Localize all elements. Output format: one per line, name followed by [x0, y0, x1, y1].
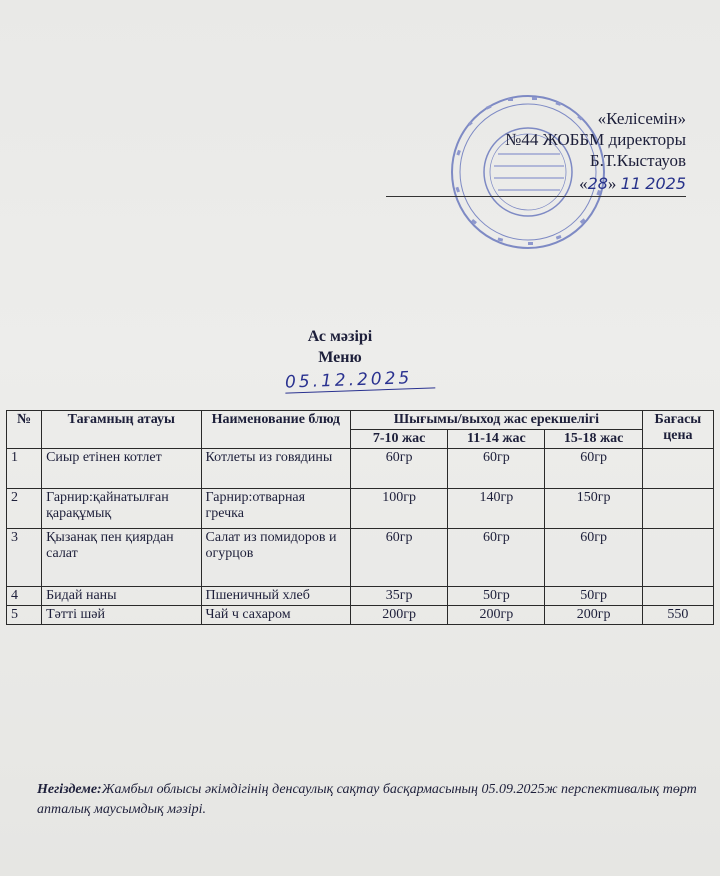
table-row	[7, 587, 714, 606]
row-output-15-18: 50гр	[545, 587, 642, 606]
basis-note	[37, 780, 707, 820]
row-output-11-14: 140гр	[448, 489, 545, 529]
approval-position: №44 ЖОББМ директоры	[505, 130, 686, 149]
row-output-15-18: 150гр	[545, 489, 642, 529]
row-output-7-10: 60гр	[350, 529, 447, 587]
row-output-7-10: 200гр	[350, 606, 447, 625]
row-no: 2	[7, 489, 42, 529]
row-output-7-10: 60гр	[350, 449, 447, 489]
row-output-15-18: 60гр	[545, 449, 642, 489]
row-price: 550	[642, 606, 713, 625]
row-output-11-14: 60гр	[448, 449, 545, 489]
menu-date: 05.12.2025	[285, 367, 436, 393]
header-output: Шығымы/выход жас ерекшелігі	[350, 411, 642, 430]
row-no: 1	[7, 449, 42, 489]
row-name-ru: Котлеты из говядины	[201, 449, 350, 489]
row-no: 3	[7, 529, 42, 587]
title-ru: Меню	[318, 349, 362, 366]
header-no: №	[7, 411, 42, 449]
row-output-7-10: 35гр	[350, 587, 447, 606]
menu-table	[6, 410, 714, 625]
row-name-kz: Гарнир:қайнатылған қарақұмық	[42, 489, 201, 529]
table-header-row	[7, 411, 714, 430]
title-kz: Ас мәзірі	[307, 328, 373, 345]
row-name-ru: Пшеничный хлеб	[201, 587, 350, 606]
table-row	[7, 449, 714, 489]
row-name-ru: Салат из помидоров и огурцов	[201, 529, 350, 587]
row-name-kz: Сиыр етінен котлет	[42, 449, 201, 489]
table-row	[7, 489, 714, 529]
row-price	[642, 587, 713, 606]
row-no: 4	[7, 587, 42, 606]
row-output-15-18: 60гр	[545, 529, 642, 587]
table-row	[7, 529, 714, 587]
row-price	[642, 449, 713, 489]
table-row	[7, 606, 714, 625]
basis-label: Негіздеме:	[37, 782, 102, 797]
approval-heading: «Келісемін»	[597, 109, 686, 128]
header-price: Бағасы цена	[642, 411, 713, 449]
header-age-7-10: 7-10 жас	[350, 430, 447, 449]
row-output-11-14: 60гр	[448, 529, 545, 587]
approval-date-year: 2025	[645, 174, 686, 193]
header-name-kz: Тағамның атауы	[42, 411, 201, 449]
approval-date: «28» 11 2025	[386, 173, 686, 197]
approval-block	[386, 108, 686, 197]
row-price	[642, 529, 713, 587]
approval-date-day: 28	[587, 174, 608, 193]
header-name-ru: Наименование блюд	[201, 411, 350, 449]
row-output-11-14: 50гр	[448, 587, 545, 606]
row-name-kz: Қызанақ пен қиярдан салат	[42, 529, 201, 587]
header-age-15-18: 15-18 жас	[545, 430, 642, 449]
row-name-ru: Гарнир:отварная гречка	[201, 489, 350, 529]
row-output-7-10: 100гр	[350, 489, 447, 529]
row-name-kz: Тәтті шәй	[42, 606, 201, 625]
approval-date-month: 11	[620, 174, 642, 193]
basis-text: Жамбыл облысы әкімдігінің денсаулық сақтау басқармасының 05.09.2025ж перспективалық төрт апталық маусымдық мәзірі.	[37, 782, 697, 817]
row-price	[642, 489, 713, 529]
approval-signer: Б.Т.Кыстауов	[589, 151, 686, 170]
row-output-11-14: 200гр	[448, 606, 545, 625]
row-name-ru: Чай ч сахаром	[201, 606, 350, 625]
header-age-11-14: 11-14 жас	[448, 430, 545, 449]
row-name-kz: Бидай наны	[42, 587, 201, 606]
row-no: 5	[7, 606, 42, 625]
row-output-15-18: 200гр	[545, 606, 642, 625]
